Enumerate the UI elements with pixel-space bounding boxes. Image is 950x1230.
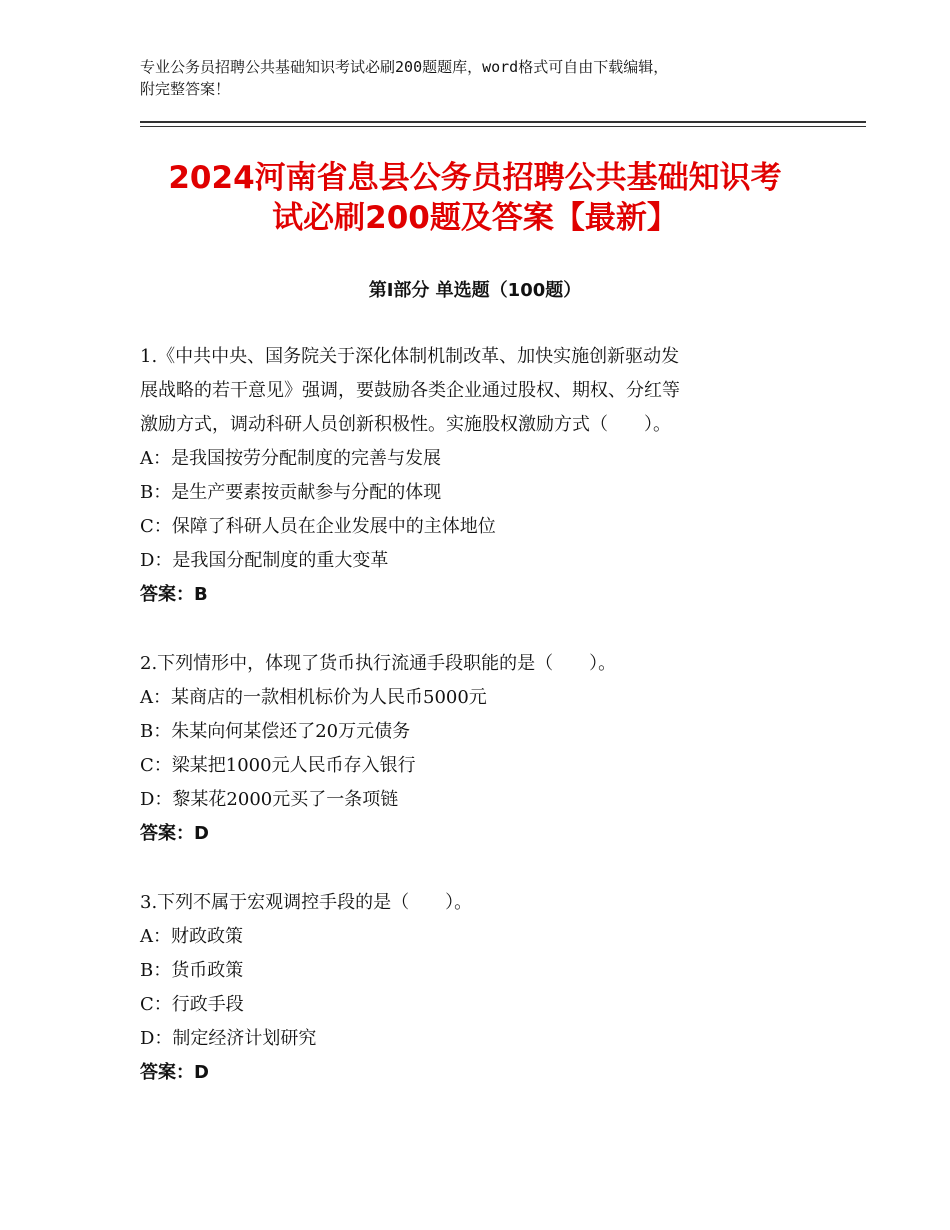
option-a: A：是我国按劳分配制度的完善与发展 — [140, 448, 441, 469]
option-a: A：某商店的一款相机标价为人民币5000元 — [140, 687, 487, 708]
option-b: B：货币政策 — [140, 960, 244, 981]
header-note-line-1: 专业公务员招聘公共基础知识考试必刷200题题库，word格式可自由下载编辑， — [140, 58, 669, 76]
question-1 — [140, 340, 810, 612]
header-note-line-2: 附完整答案！ — [140, 80, 231, 98]
header-divider-thick — [140, 121, 866, 123]
option-d: D：黎某花2000元买了一条项链 — [140, 789, 399, 810]
question-stem-line: 激励方式，调动科研人员创新积极性。实施股权激励方式（ ）。 — [140, 414, 671, 435]
question-stem-line: 展战略的若干意见》强调，要鼓励各类企业通过股权、期权、分红等 — [140, 380, 680, 401]
header-note — [140, 56, 820, 100]
document-title-line-2: 试必刷200题及答案【最新】 — [272, 200, 678, 236]
question-stem-line: 2.下列情形中，体现了货币执行流通手段职能的是（ ）。 — [140, 653, 617, 674]
option-c: C：保障了科研人员在企业发展中的主体地位 — [140, 516, 496, 537]
option-d: D：制定经济计划研究 — [140, 1028, 317, 1049]
question-2 — [140, 647, 810, 851]
answer-label: 答案：D — [140, 1062, 209, 1083]
question-3 — [140, 886, 810, 1090]
document-title-line-1: 2024河南省息县公务员招聘公共基础知识考 — [168, 160, 782, 196]
option-d: D：是我国分配制度的重大变革 — [140, 550, 389, 571]
answer-label: 答案：D — [140, 823, 209, 844]
header-divider-thin — [140, 126, 866, 127]
question-stem-line: 3.下列不属于宏观调控手段的是（ ）。 — [140, 892, 473, 913]
option-c: C：行政手段 — [140, 994, 244, 1015]
option-a: A：财政政策 — [140, 926, 243, 947]
document-title — [140, 158, 810, 238]
answer-label: 答案：B — [140, 584, 208, 605]
option-b: B：朱某向何某偿还了20万元债务 — [140, 721, 411, 742]
section-title: 第I部分 单选题（100题） — [368, 280, 582, 301]
option-c: C：梁某把1000元人民币存入银行 — [140, 755, 416, 776]
option-b: B：是生产要素按贡献参与分配的体现 — [140, 482, 442, 503]
question-stem-line: 1.《中共中央、国务院关于深化体制机制改革、加快实施创新驱动发 — [140, 346, 680, 367]
